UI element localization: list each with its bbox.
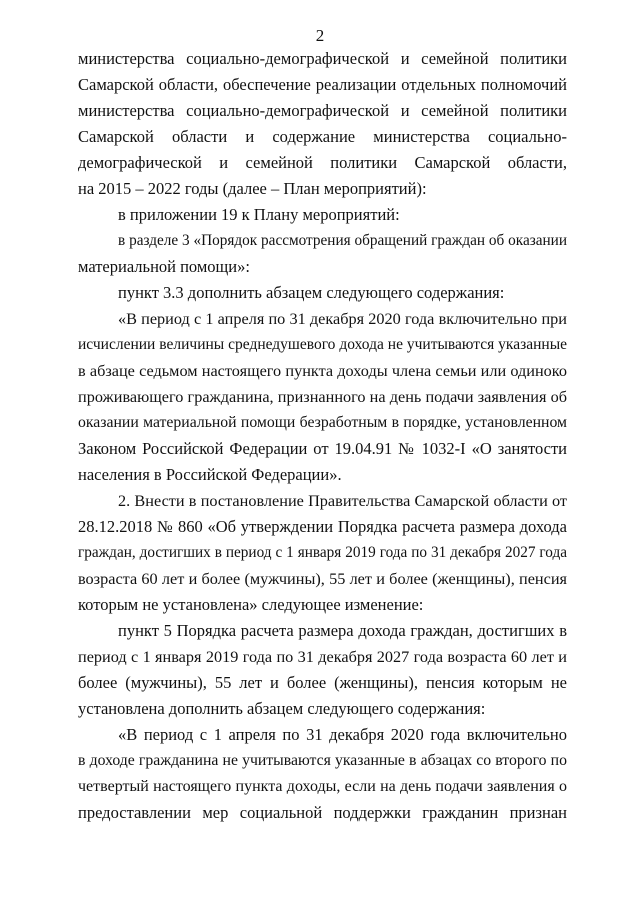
text-line: 2. Внести в постановление Правительства Самарской области от bbox=[118, 492, 567, 510]
text-line: 28.12.2018 № 860 «Об утверждении Порядка расчета размера дохода bbox=[78, 517, 567, 536]
text-line: демографической и семейной политики Самарской области, bbox=[78, 153, 567, 172]
text-line: проживающего гражданина, признанного на день подачи заявления об bbox=[78, 388, 567, 406]
text-line: министерства социально-демографической и семейной политики bbox=[78, 101, 567, 120]
text-line: Самарской области и содержание министерства социально- bbox=[78, 127, 567, 146]
page-number: 2 bbox=[315, 26, 325, 45]
text-line: исчислении величины среднедушевого дохода не учитываются указанные bbox=[78, 336, 567, 353]
text-line: «В период с 1 апреля по 31 декабря 2020 года включительно bbox=[118, 725, 567, 744]
text-line: Самарской области, обеспечение реализации отдельных полномочий bbox=[78, 75, 567, 94]
document-body bbox=[78, 46, 567, 826]
text-line: населения в Российской Федерации». bbox=[78, 465, 342, 484]
text-line: в разделе 3 «Порядок рассмотрения обращений граждан об оказании bbox=[118, 232, 567, 249]
text-line: установлена дополнить абзацем следующего содержания: bbox=[78, 699, 486, 718]
text-line: оказании материальной помощи безработным в порядке, установленном bbox=[78, 414, 567, 431]
text-line: Законом Российской Федерации от 19.04.91 № 1032-I «О занятости bbox=[78, 439, 567, 458]
text-line: «В период с 1 апреля по 31 декабря 2020 года включительно при bbox=[118, 310, 567, 328]
text-line: в доходе гражданина не учитываются указанные в абзацах со второго по bbox=[78, 752, 567, 769]
text-line: более (мужчины), 55 лет и более (женщины), пенсия которым не bbox=[78, 673, 567, 692]
text-line: в абзаце седьмом настоящего пункта доходы члена семьи или одиноко bbox=[78, 362, 567, 380]
text-line: граждан, достигших в период с 1 января 2019 года по 31 декабря 2027 года bbox=[78, 544, 567, 561]
text-line: предоставлении мер социальной поддержки гражданин признан bbox=[78, 803, 567, 822]
text-line: в приложении 19 к Плану мероприятий: bbox=[118, 205, 400, 224]
text-line: четвертый настоящего пункта доходы, если на день подачи заявления о bbox=[78, 778, 567, 795]
text-line: на 2015 – 2022 годы (далее – План мероприятий): bbox=[78, 179, 427, 198]
text-line: возраста 60 лет и более (мужчины), 55 лет и более (женщины), пенсия bbox=[78, 570, 567, 588]
text-line: пункт 5 Порядка расчета размера дохода граждан, достигших в bbox=[118, 621, 567, 640]
text-line: период с 1 января 2019 года по 31 декабря 2027 года возраста 60 лет и bbox=[78, 648, 567, 666]
text-line: материальной помощи»: bbox=[78, 257, 250, 276]
text-line: министерства социально-демографической и семейной политики bbox=[78, 49, 567, 68]
text-line: пункт 3.3 дополнить абзацем следующего содержания: bbox=[118, 283, 505, 302]
text-line: которым не установлена» следующее изменение: bbox=[78, 595, 424, 614]
